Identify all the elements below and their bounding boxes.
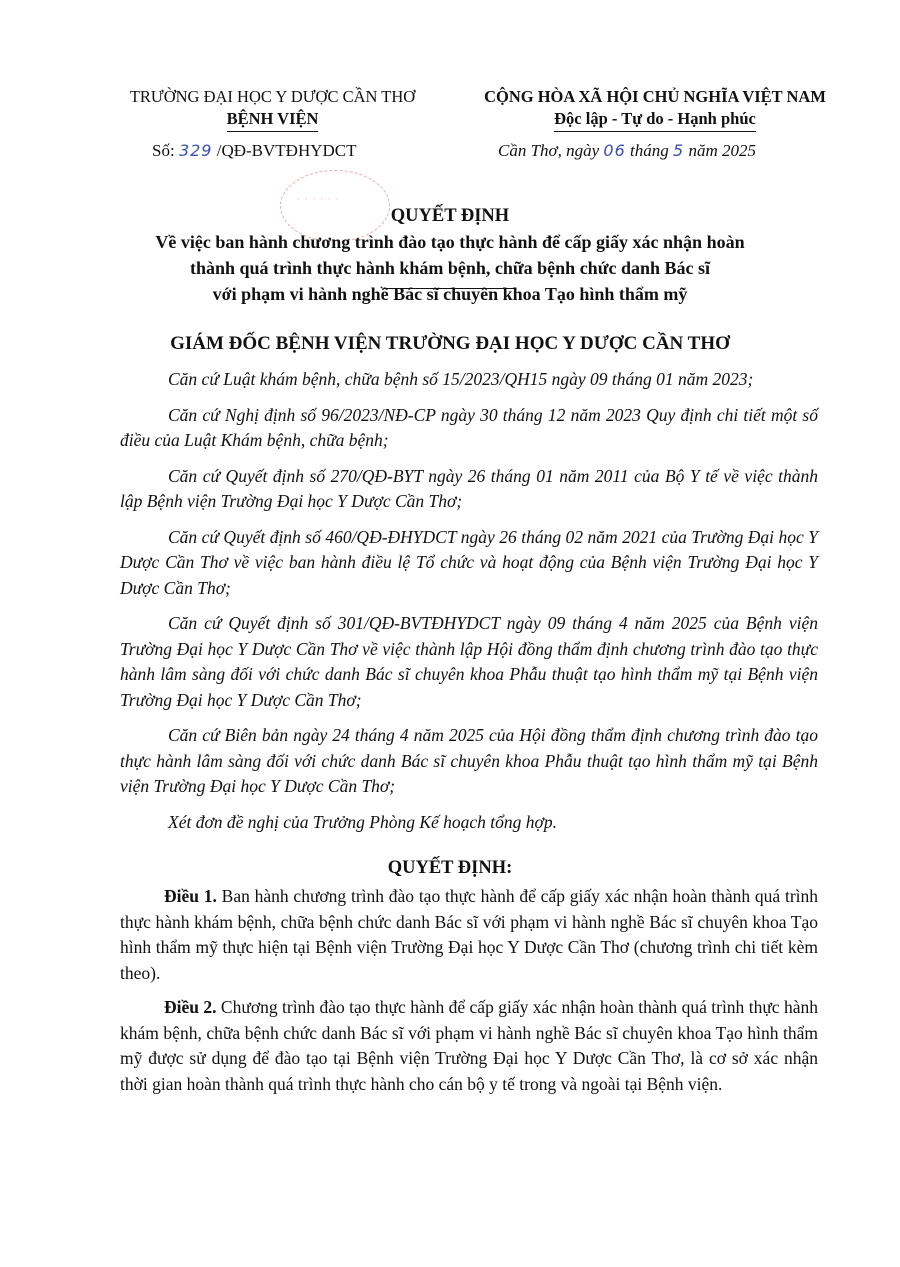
article-1-label: Điều 1. (164, 886, 217, 906)
basis-item: Căn cứ Quyết định số 301/QĐ-BVTĐHYDCT ngày 09 tháng 4 năm 2025 của Bệnh viện Trường Đại học Y Dược Cần Thơ về việc thành lập Hội đồng thẩm định chương trình đào tạo thực hành lâm sàng đối với chức danh Bác sĩ chuyên khoa Phẫu thuật tạo hình thẩm mỹ tại Bệnh viện Trường Đại học Y Dược Cần Thơ; (120, 613, 818, 710)
issuing-authority: GIÁM ĐỐC BỆNH VIỆN TRƯỜNG ĐẠI HỌC Y DƯỢC CẦN THƠ (170, 333, 730, 354)
issuer-header (100, 86, 445, 132)
decision-subject-line-2: thành quá trình thực hành khám bệnh, chữa bệnh chức danh Bác sĩ (189, 258, 711, 278)
basis-item: Căn cứ Biên bản ngày 24 tháng 4 năm 2025 của Hội đồng thẩm định chương trình đào tạo thực hành lâm sàng đối với chức danh Bác sĩ chuyên khoa Phẫu thuật tạo hình thẩm mỹ tại Bệnh viện Trường Đại học Y Dược Cần Thơ; (120, 725, 818, 796)
decision-articles (120, 884, 818, 1106)
article-1 (120, 884, 818, 986)
legal-basis (120, 367, 818, 845)
date-year: năm 2025 (684, 141, 756, 160)
date-prefix: Cần Thơ, ngày (498, 141, 604, 160)
decision-heading: QUYẾT ĐỊNH (390, 206, 510, 226)
national-motto: Độc lập - Tự do - Hạnh phúc (554, 108, 756, 132)
article-2-text: Chương trình đào tạo thực hành để cấp giấy xác nhận hoàn thành quá trình thực hành khám bệnh, chữa bệnh chức danh Bác sĩ với phạm vi hành nghề Bác sĩ chuyên khoa Tạo hình thẩm mỹ được sử dụng để đào tạo tại Bệnh viện Trường Đại học Y Dược Cần Thơ, là cơ sở xác nhận thời gian hoàn thành quá trình thực hành cho cán bộ y tế trong và ngoài tại Bệnh viện. (120, 997, 818, 1094)
article-2 (120, 995, 818, 1097)
date-month-handwritten: 5 (673, 141, 685, 160)
basis-item: Căn cứ Quyết định số 270/QĐ-BYT ngày 26 tháng 01 năm 2011 của Bộ Y tế về việc thành lập Bệnh viện Trường Đại học Y Dược Cần Thơ; (120, 465, 818, 511)
document-number (152, 141, 357, 161)
article-1-text: Ban hành chương trình đào tạo thực hành để cấp giấy xác nhận hoàn thành quá trình thực hành khám bệnh, chữa bệnh chức danh Bác sĩ với phạm vi hành nghề Bác sĩ chuyên khoa Tạo hình thẩm mỹ thực hiện tại Bệnh viện Trường Đại học Y Dược Cần Thơ (chương trình chi tiết kèm theo). (120, 886, 819, 983)
basis-item: Căn cứ Luật khám bệnh, chữa bệnh số 15/2023/QH15 ngày 09 tháng 01 năm 2023; (168, 369, 754, 389)
faint-stamp-icon: · · · · · · (280, 170, 390, 242)
decision-title (80, 203, 820, 307)
decision-section-heading: QUYẾT ĐỊNH: (387, 858, 513, 878)
basis-item: Căn cứ Nghị định số 96/2023/NĐ-CP ngày 30 tháng 12 năm 2023 Quy định chi tiết một số điều của Luật Khám bệnh, chữa bệnh; (120, 404, 818, 450)
issuer-org: BỆNH VIỆN (227, 108, 319, 132)
decision-subject-line-3: với phạm vi hành nghề Bác sĩ chuyên khoa Tạo hình thẩm mỹ (212, 284, 688, 304)
date-month-label: tháng (625, 141, 674, 160)
decision-subject-line-1: Về việc ban hành chương trình đào tạo thực hành để cấp giấy xác nhận hoàn (155, 232, 745, 252)
document-date (498, 141, 756, 161)
basis-item: Căn cứ Quyết định số 460/QĐ-ĐHYDCT ngày 26 tháng 02 năm 2021 của Trường Đại học Y Dược Cần Thơ về việc ban hành điều lệ Tổ chức và hoạt động của Bệnh viện Trường Đại học Y Dược Cần Thơ; (120, 526, 818, 598)
document-number-suffix: /QĐ-BVTĐHYDCT (212, 141, 357, 160)
basis-item: Xét đơn đề nghị của Trưởng Phòng Kế hoạch tổng hợp. (168, 811, 557, 832)
date-day-handwritten: 06 (603, 141, 626, 160)
article-2-label: Điều 2. (164, 997, 217, 1017)
document-number-prefix: Số: (152, 141, 179, 160)
document-number-handwritten: 329 (178, 141, 213, 160)
national-header (455, 86, 855, 132)
title-divider (384, 288, 514, 289)
issuer-parent-org: TRƯỜNG ĐẠI HỌC Y DƯỢC CẦN THƠ (129, 87, 416, 106)
national-title: CỘNG HÒA XÃ HỘI CHỦ NGHĨA VIỆT NAM (484, 87, 826, 106)
